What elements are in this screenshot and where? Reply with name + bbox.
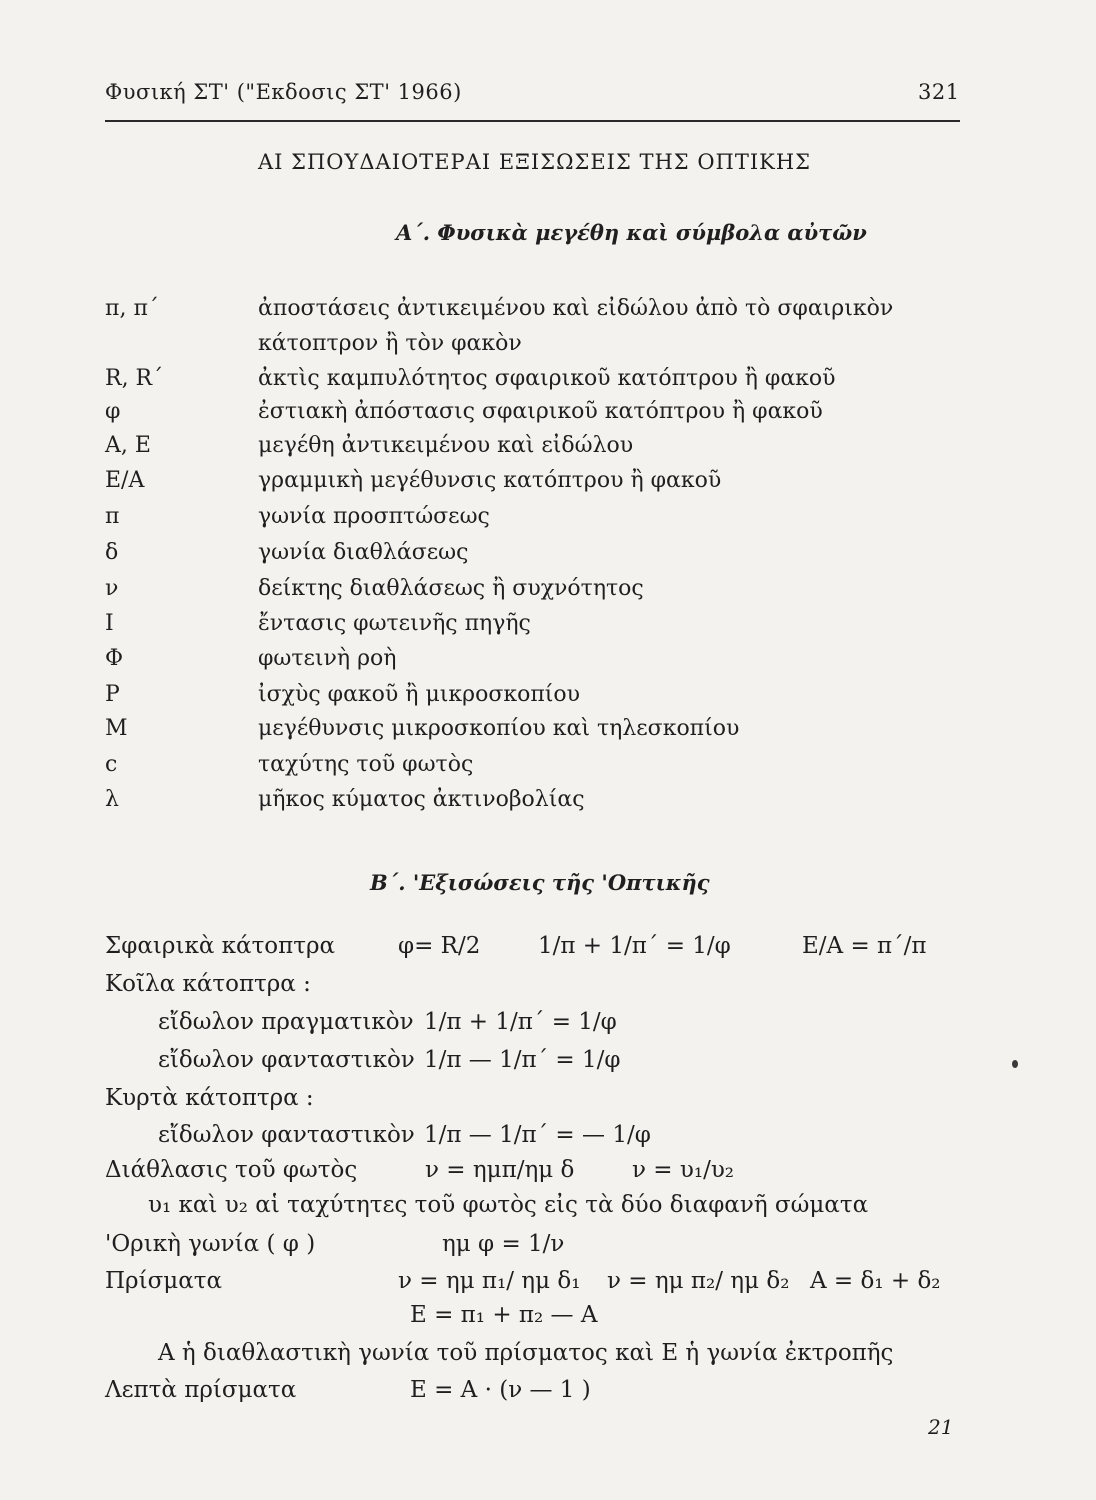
symbol: R, R΄	[105, 366, 164, 391]
symbol: Φ	[105, 646, 124, 671]
symbol-description: ἔντασις φωτεινῆς πηγῆς	[258, 611, 531, 636]
equation: ν = ημ π₁/ ημ δ₁	[398, 1268, 581, 1294]
refraction-label: Διάθλασις τοῦ φωτὸς	[105, 1157, 358, 1183]
equation: ν = ημ π₂/ ημ δ₂	[607, 1268, 790, 1294]
running-title: Φυσική ΣΤ' ("Εκδοσις ΣΤ' 1966)	[105, 80, 462, 104]
equation-label: εἴδωλον φανταστικὸν	[158, 1047, 415, 1073]
section-a-heading: Α΄. Φυσικὰ μεγέθη καὶ σύμβολα αὐτῶν	[396, 220, 867, 245]
symbol-description: ἐστιακὴ ἀπόστασις σφαιρικοῦ κατόπτρου ἢ φακοῦ	[258, 399, 823, 424]
critical-angle-label: 'Ορικὴ γωνία ( φ )	[105, 1231, 316, 1257]
equation-label: εἴδωλον πραγματικὸν	[158, 1009, 414, 1035]
symbol: λ	[105, 787, 119, 812]
header-rule	[105, 120, 960, 122]
equation: φ= R/2	[398, 933, 481, 959]
equation: 1/π — 1/π΄ = — 1/φ	[424, 1122, 651, 1148]
equation: 1/π + 1/π΄ = 1/φ	[424, 1009, 617, 1035]
symbol-description: ἰσχὺς φακοῦ ἢ μικροσκοπίου	[258, 682, 581, 707]
refraction-note: υ₁ καὶ υ₂ αἱ ταχύτητες τοῦ φωτὸς εἰς τὰ δύο διαφανῆ σώματα	[148, 1192, 869, 1218]
symbol: φ	[105, 399, 121, 424]
symbol-description: γωνία διαθλάσεως	[258, 540, 469, 565]
symbol: Μ	[105, 716, 128, 741]
symbol: Α, Ε	[105, 433, 151, 458]
equation: Α = δ₁ + δ₂	[810, 1268, 941, 1294]
thin-prisms-label: Λεπτὰ πρίσματα	[105, 1377, 297, 1403]
symbol-description: μεγέθη ἀντικειμένου καὶ εἰδώλου	[258, 433, 634, 458]
symbol: π	[105, 504, 120, 529]
equation-label: εἴδωλον φανταστικὸν	[158, 1122, 415, 1148]
page-number: 321	[918, 80, 960, 104]
equation: Ε/Α = π΄/π	[802, 933, 927, 959]
main-title: ΑΙ ΣΠΟΥΔΑΙΟΤΕΡΑΙ ΕΞΙΣΩΣΕΙΣ ΤΗΣ ΟΠΤΙΚΗΣ	[258, 150, 812, 174]
symbol-description: δείκτης διαθλάσεως ἢ συχνότητος	[258, 576, 644, 601]
symbol-description: κάτοπτρον ἢ τὸν φακὸν	[258, 331, 522, 356]
symbol-description: μεγέθυνσις μικροσκοπίου καὶ τηλεσκοπίου	[258, 716, 740, 741]
equation: 1/π + 1/π΄ = 1/φ	[538, 933, 731, 959]
symbol: Ε/Α	[105, 468, 145, 493]
symbol: c	[105, 752, 118, 777]
symbol-description: ἀκτὶς καμπυλότητος σφαιρικοῦ κατόπτρου ἢ φακοῦ	[258, 366, 836, 391]
prisms-label: Πρίσματα	[105, 1268, 223, 1294]
section-b-heading: Β΄. 'Εξισώσεις τῆς 'Οπτικῆς	[370, 870, 710, 895]
convex-mirrors-label: Κυρτὰ κάτοπτρα :	[105, 1085, 314, 1111]
equation: ν = ημπ/ημ δ	[425, 1157, 575, 1183]
equation: ημ φ = 1/ν	[442, 1231, 565, 1257]
equation: 1/π — 1/π΄ = 1/φ	[424, 1047, 621, 1073]
symbol: π, π΄	[105, 296, 159, 321]
symbol-description: γραμμικὴ μεγέθυνσις κατόπτρου ἢ φακοῦ	[258, 468, 722, 493]
symbol: ν	[105, 576, 119, 601]
prism-note: Α ἡ διαθλαστικὴ γωνία τοῦ πρίσματος καὶ Ε ἡ γωνία ἐκτροπῆς	[158, 1340, 894, 1366]
symbol-description: γωνία προσπτώσεως	[258, 504, 490, 529]
symbol-description: ταχύτης τοῦ φωτὸς	[258, 752, 474, 777]
ink-speck	[1012, 1060, 1018, 1068]
concave-mirrors-label: Κοῖλα κάτοπτρα :	[105, 971, 311, 997]
symbol: Ρ	[105, 682, 120, 707]
equation: Ε = π₁ + π₂ — Α	[410, 1302, 598, 1328]
symbol: Ι	[105, 611, 114, 636]
symbol-description: ἀποστάσεις ἀντικειμένου καὶ εἰδώλου ἀπὸ τὸ σφαιρικὸν	[258, 296, 894, 321]
spherical-mirrors-label: Σφαιρικὰ κάτοπτρα	[105, 933, 336, 959]
symbol: δ	[105, 540, 119, 565]
symbol-description: φωτεινὴ ροὴ	[258, 646, 397, 671]
equation: ν = υ₁/υ₂	[632, 1157, 735, 1183]
signature-mark: 21	[928, 1415, 954, 1439]
symbol-description: μῆκος κύματος ἀκτινοβολίας	[258, 787, 585, 812]
equation: Ε = Α · (ν — 1 )	[410, 1377, 591, 1403]
